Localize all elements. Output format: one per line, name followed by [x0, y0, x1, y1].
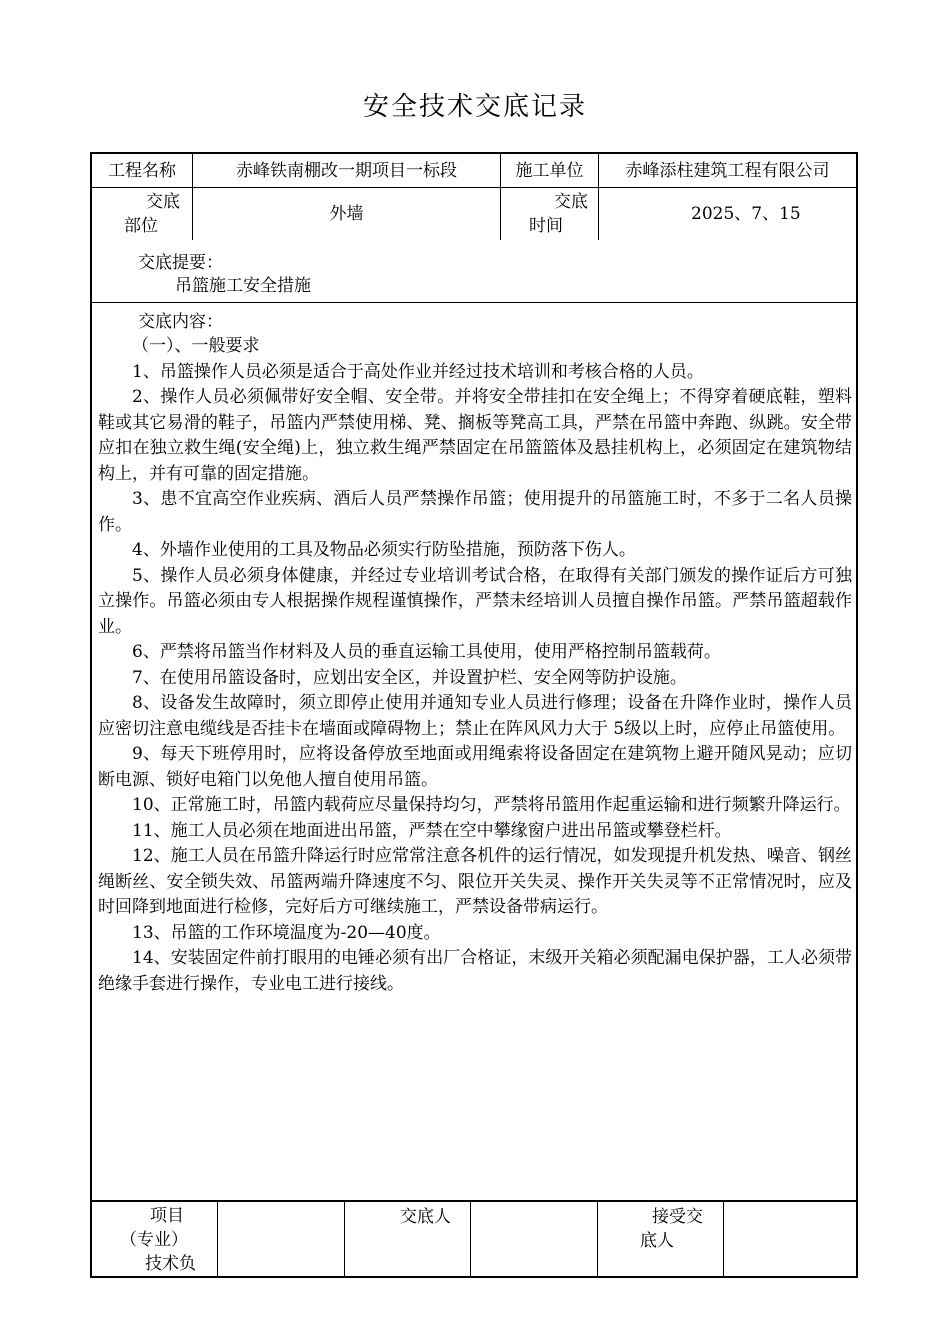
signature-col-line	[723, 1200, 724, 1278]
tech-lead-label-2: （专业）	[120, 1230, 188, 1250]
handover-person-label: 交底人	[400, 1207, 451, 1227]
time-label	[501, 190, 598, 240]
signature-col-line	[470, 1200, 471, 1278]
tech-lead-label-3: 技术负	[145, 1254, 196, 1274]
part-value: 外墙	[329, 204, 364, 224]
receiver-label-1: 接受交	[652, 1207, 703, 1227]
summary-label: 交底提要：	[138, 253, 223, 273]
content-body	[98, 334, 852, 997]
content-item: 5、操作人员必须身体健康，并经过专业培训考试合格，在取得有关部门颁发的操作证后方可独立操作。吊篮必须由专人根据操作规程谨慎操作，严禁未经培训人员擅自操作吊篮。严禁吊篮超载作业。	[98, 565, 852, 637]
part-label-line1: 交底	[146, 192, 180, 212]
content-item: 10、正常施工时，吊篮内载荷应尽量保持均匀，严禁将吊篮用作起重运输和进行频繁升降运行。	[132, 795, 851, 815]
time-label-line1: 交底	[554, 192, 588, 212]
part-label	[92, 190, 192, 240]
content-item: 14、安装固定件前打眼用的电锤必须有出厂合格证，末级开关箱必须配漏电保护器，工人必须带绝缘手套进行操作，专业电工进行接线。	[98, 948, 852, 994]
signature-col-line	[217, 1200, 218, 1278]
section-heading: （一）、一般要求	[132, 336, 260, 356]
content-item: 13、吊篮的工作环境温度为-20—40度。	[132, 922, 441, 943]
project-name-value: 赤峰铁南棚改一期项目一标段	[236, 160, 457, 181]
receiver-label-2: 底人	[640, 1231, 674, 1251]
content-item: 11、施工人员必须在地面进出吊篮，严禁在空中攀缘窗户进出吊篮或攀登栏杆。	[132, 820, 732, 841]
project-name-label: 工程名称	[108, 160, 176, 181]
construction-unit-label: 施工单位	[515, 160, 584, 181]
content-item: 9、每天下班停用时，应将设备停放至地面或用绳索将设备固定在建筑物上避开随风晃动；应切断电源、锁好电箱门以免他人擅自使用吊篮。	[98, 744, 852, 790]
content-label: 交底内容：	[138, 312, 223, 332]
content-item: 8、设备发生故障时，须立即停止使用并通知专业人员进行修理；设备在升降作业时，操作人员应密切注意电缆线是否挂卡在墙面或障碍物上；禁止在阵风风力大于 5级以上时，应停止吊篮使用。	[98, 693, 852, 739]
part-label-line2: 部位	[124, 216, 158, 236]
content-item: 2、操作人员必须佩带好安全帽、安全带。并将安全带挂扣在安全绳上；不得穿着硬底鞋，塑料鞋或其它易滑的鞋子，吊篮内严禁使用梯、凳、搁板等凳高工具，严禁在吊篮中奔跑、纵跳。安全带应扣在独立救生绳(安全绳)上，独立救生绳严禁固定在吊篮篮体及悬挂机构上，必须固定在建筑物结构上，并有可靠的固定措施。	[98, 387, 852, 484]
content-item: 3、患不宜高空作业疾病、酒后人员严禁操作吊篮；使用提升的吊篮施工时，不多于二名人员操作。	[98, 489, 852, 535]
summary-text: 吊篮施工安全措施	[175, 276, 311, 296]
content-item: 1、吊篮操作人员必须是适合于高处作业并经过技术培训和考核合格的人员。	[132, 361, 704, 382]
construction-unit-value: 赤峰添柱建筑工程有限公司	[625, 160, 830, 181]
signature-col-line	[597, 1200, 598, 1278]
signature-table	[90, 1200, 858, 1278]
time-label-line2: 时间	[529, 216, 563, 236]
content-item: 4、外墙作业使用的工具及物品必须实行防坠措施，预防落下伤人。	[132, 540, 636, 560]
tech-lead-label-1: 项目	[150, 1206, 184, 1226]
content-item: 7、在使用吊篮设备时，应划出安全区，并设置护栏、安全网等防护设施。	[132, 667, 687, 688]
signature-col-line	[344, 1200, 345, 1278]
time-value: 2025、7、15	[691, 204, 801, 224]
content-item: 6、严禁将吊篮当作材料及人员的垂直运输工具使用，使用严格控制吊篮载荷。	[132, 642, 721, 662]
content-item: 12、施工人员在吊篮升降运行时应常常注意各机件的运行情况，如发现提升机发热、噪音、钢丝绳断丝、安全锁失效、吊篮两端升降速度不匀、限位开关失灵、操作开关失灵等不正常情况时，应及时回降到地面进行检修，完好后方可继续施工，严禁设备带病运行。	[98, 846, 852, 917]
document-title: 安全技术交底记录	[362, 92, 587, 122]
